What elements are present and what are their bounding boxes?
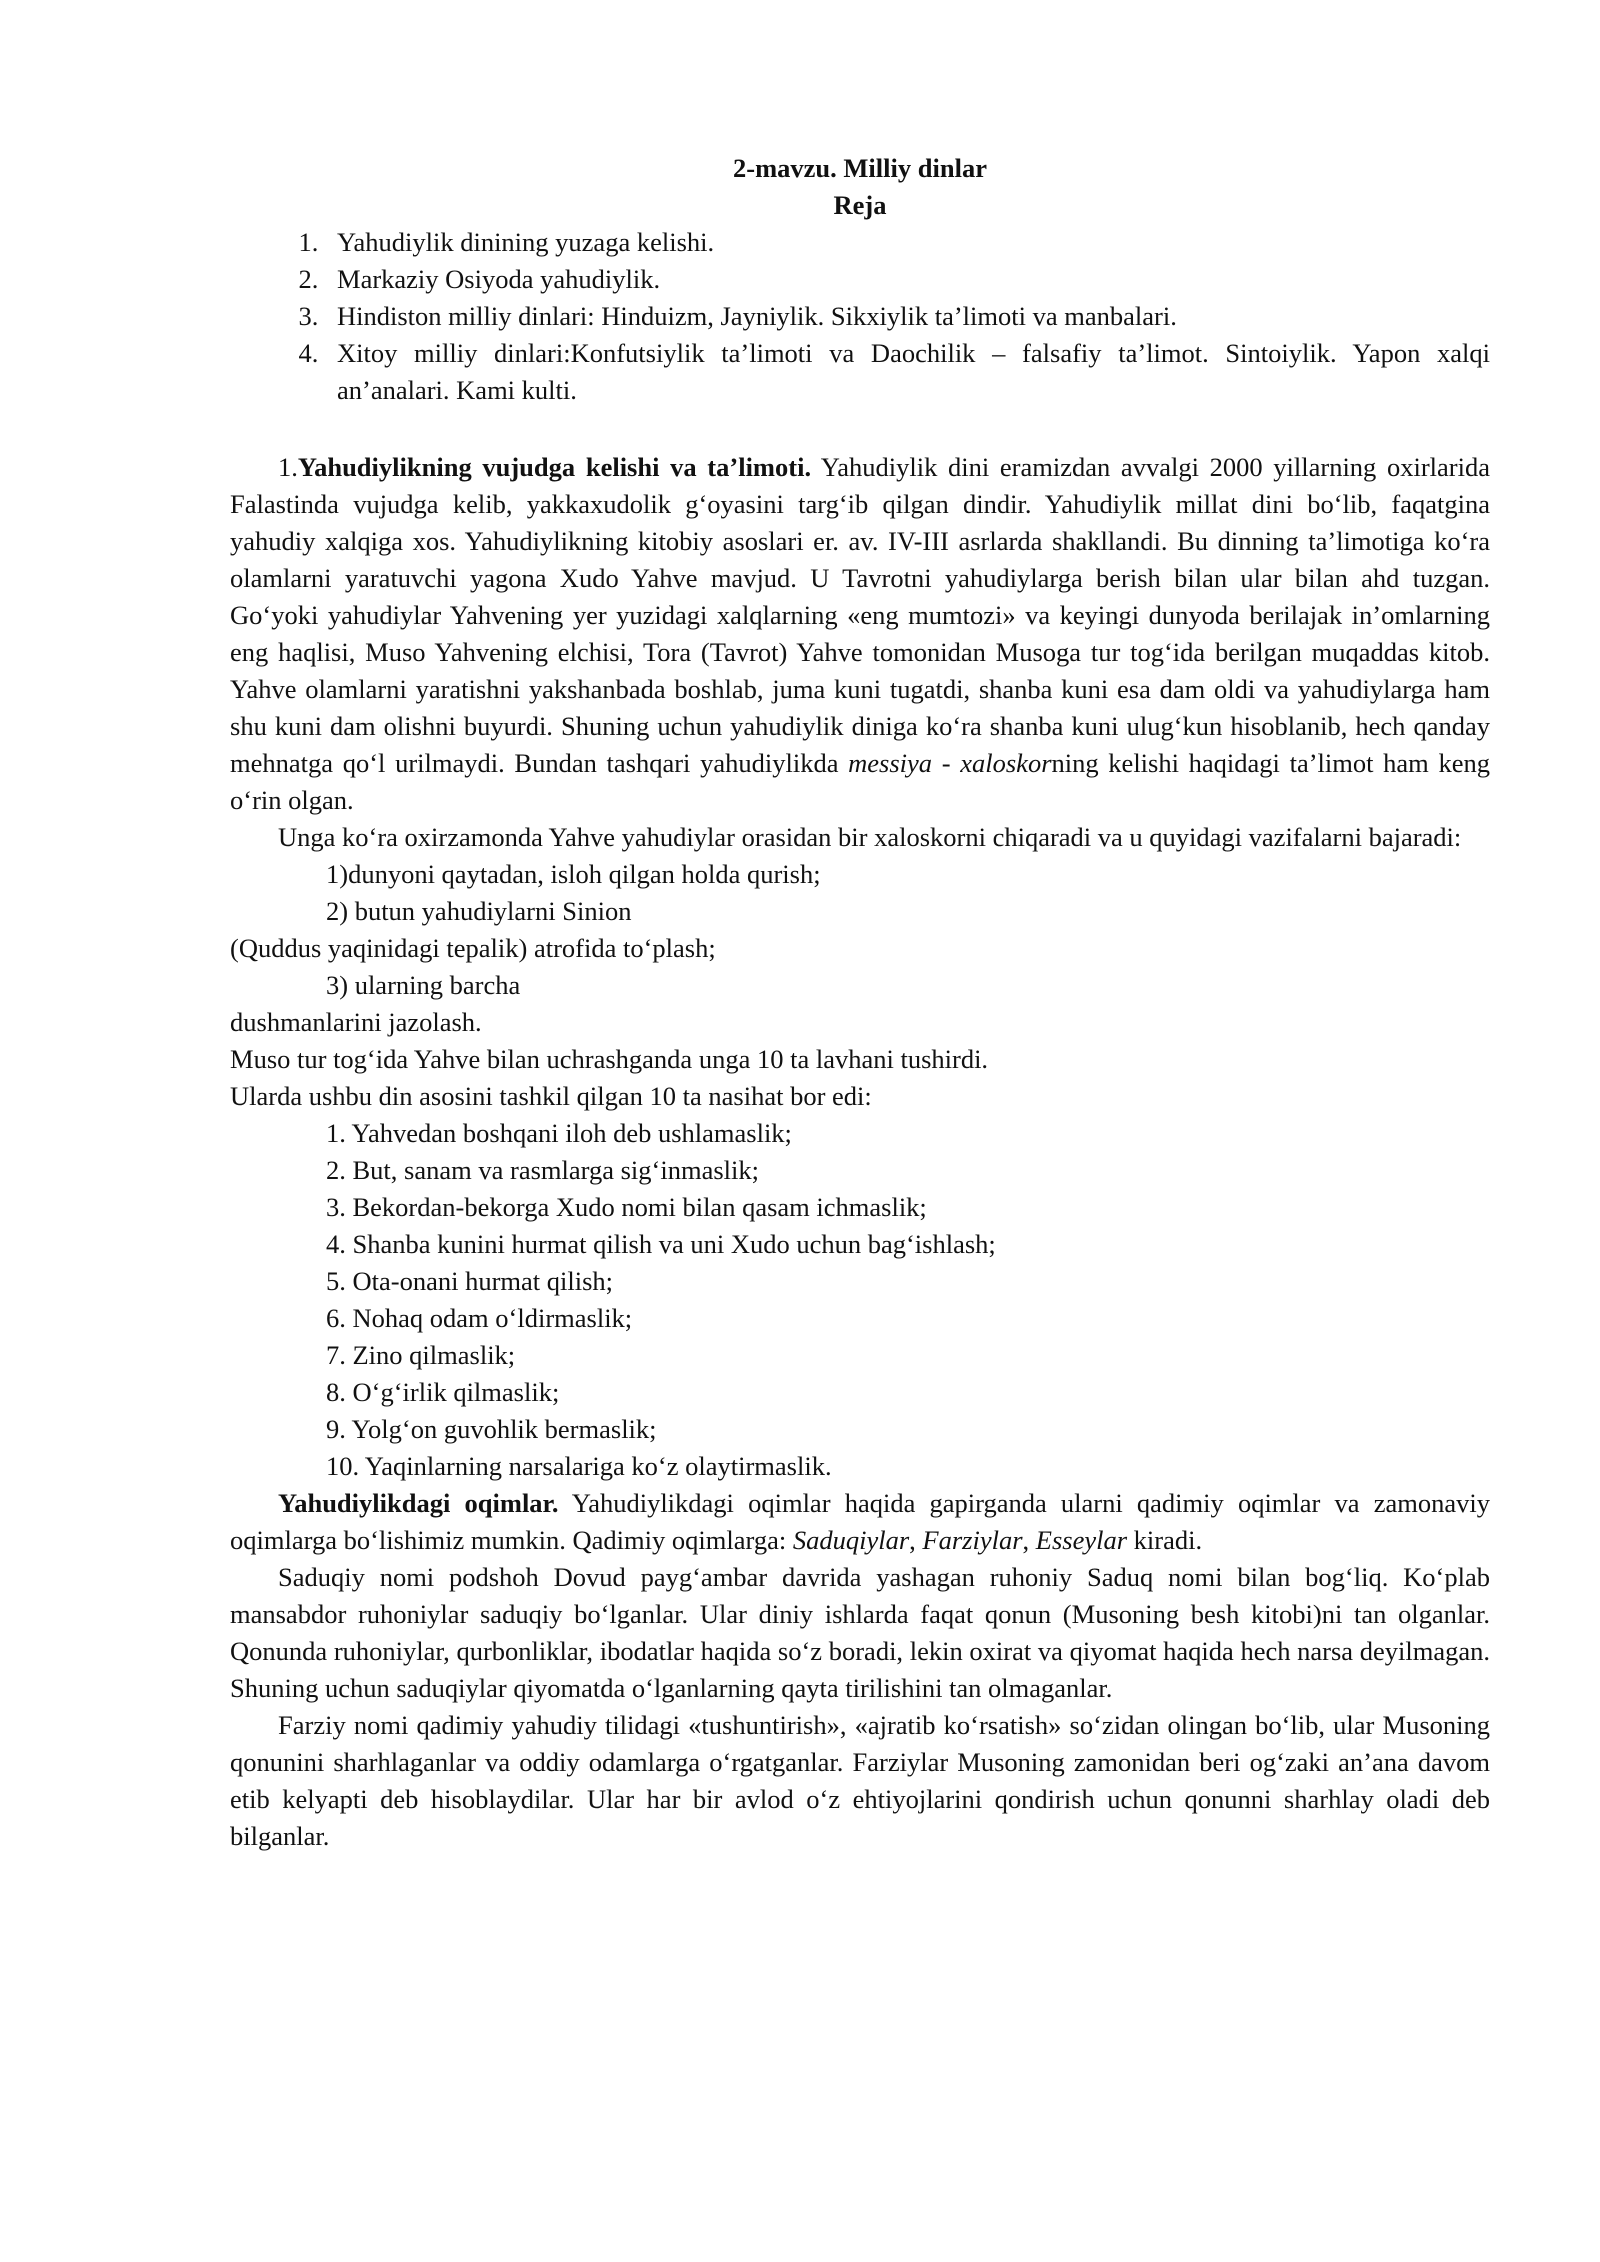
spacer xyxy=(230,409,1490,449)
commandment-item: 8. O‘g‘irlik qilmaslik; xyxy=(326,1377,560,1407)
section1-number: 1. xyxy=(278,452,298,482)
sects-paragraph xyxy=(230,1485,1490,1559)
section1-text: Yahudiylik dini eramizdan avvalgi 2000 yillarning oxirlarida Falastinda vujudga kelib, yakkaxudolik g‘oyasini targ‘ib qilgan dindir. Yahudiylik millat dini bo‘lib, faqatgina yahudiy xalqiga xos. Yahudiylikning kitobiy asoslari er. av. IV-III asrlarda shakllandi. Bu dinning ta’limotiga ko‘ra olamlarni yaratuvchi yagona Xudo Yahve mavjud. U Tavrotni yahudiylarga berish bilan ular bilan ahd tuzgan. Go‘yoki yahudiylar Yahvening yer yuzidagi xalqlarning «eng mumtozi» va keyingi dunyoda berilajak in’omlarning eng haqlisi, Muso Yahvening elchisi, Tora (Tavrot) Yahve tomonidan Musoga tur tog‘ida berilgan muqaddas kitob. Yahve olamlarni yaratishni yakshanbada boshlab, juma kuni tugatdi, shanba kuni esa dam oldi va yahudiylarga ham shu kuni dam olishni buyurdi. Shuning uchun yahudiylik diniga ko‘ra shanba kuni ulug‘kun hisoblanib, hech qanday mehnatga qo‘l urilmaydi. Bundan tashqari yahudiylikda xyxy=(230,452,1490,778)
plan-heading: Reja xyxy=(833,190,887,220)
commandment-item: 2. But, sanam va rasmlarga sig‘inmaslik; xyxy=(326,1155,760,1185)
commandment-item: 6. Nohaq odam o‘ldirmaslik; xyxy=(326,1303,633,1333)
plan-item: 2. Markaziy Osiyoda yahudiylik. xyxy=(325,261,1490,298)
commandment-item: 9. Yolg‘on guvohlik bermaslik; xyxy=(326,1414,657,1444)
plan-item: 1. Yahudiylik dinining yuzaga kelishi. xyxy=(325,224,1490,261)
sects-intro: Yahudiylikdagi oqimlar haqida gapirganda ularni qadimiy oqimlar va zamonaviy oqimlarga bo‘lishimiz mumkin. Qadimiy oqimlarga: xyxy=(230,1488,1490,1555)
section1-heading: Yahudiylikning vujudga kelishi va ta’limoti. xyxy=(297,452,812,482)
separator: , xyxy=(1022,1525,1036,1555)
plan-list xyxy=(230,224,1490,409)
task-item: 1)dunyoni qaytadan, isloh qilgan holda qurish; xyxy=(326,859,821,889)
sects-heading: Yahudiylikdagi oqimlar. xyxy=(278,1488,559,1518)
separator: , xyxy=(909,1525,923,1555)
sects-tail: kiradi. xyxy=(1127,1525,1203,1555)
messiya-term: messiya - xaloskor xyxy=(848,748,1052,778)
xaloskor-paragraph: Unga ko‘ra oxirzamonda Yahve yahudiylar orasidan bir xaloskorni chiqaradi va u quyidagi vazifalarni bajaradi: xyxy=(278,822,1462,852)
farziy-paragraph: Farziy nomi qadimiy yahudiy tilidagi «tushuntirish», «ajratib ko‘rsatish» so‘zidan olingan bo‘lib, ular Musoning qonunini sharhlaganlar va oddiy odamlarga o‘rgatganlar. Farziylar Musoning zamonidan beri og‘zaki an’ana davom etib kelyapti deb hisoblaydilar. Ular har bir avlod o‘z ehtiyojlarini qondirish uchun qonunni sharhlay oladi deb bilganlar. xyxy=(230,1710,1490,1851)
section1-paragraph xyxy=(230,449,1490,819)
commandment-item: 7. Zino qilmaslik; xyxy=(326,1340,516,1370)
saduqiy-paragraph: Saduqiy nomi podshoh Dovud payg‘ambar davrida yashagan ruhoniy Saduq nomi bilan bog‘liq. Ko‘plab mansabdor ruhoniylar saduqiy bo‘lganlar. Ular diniy ishlarda faqat qonun (Musoning besh kitobi)ni tan olganlar. Qonunda ruhoniylar, qurbonliklar, ibodatlar haqida so‘z boradi, lekin oxirat va qiyomat haqida hech narsa deyilmagan. Shuning uchun saduqiylar qiyomatda o‘lganlarning qayta tirilishini tan olmaganlar. xyxy=(230,1562,1490,1703)
sect-name: Farziylar xyxy=(922,1525,1023,1555)
plan-item: 3. Hindiston milliy dinlari: Hinduizm, Jayniylik. Sikxiylik ta’limoti va manbalari. xyxy=(325,298,1490,335)
section1-tail: ning kelishi haqidagi ta’limot ham keng o‘rin olgan. xyxy=(230,748,1490,815)
commandment-item: 10. Yaqinlarning narsalariga ko‘z olaytirmaslik. xyxy=(326,1451,832,1481)
commandment-item: 5. Ota-onani hurmat qilish; xyxy=(326,1266,614,1296)
commandment-item: 4. Shanba kunini hurmat qilish va uni Xudo uchun bag‘ishlash; xyxy=(326,1229,996,1259)
sect-name: Saduqiylar xyxy=(792,1525,910,1555)
task-item: 3) ularning barcha xyxy=(326,970,521,1000)
commandment-item: 3. Bekordan-bekorga Xudo nomi bilan qasam ichmaslik; xyxy=(326,1192,927,1222)
sect-name: Esseylar xyxy=(1035,1525,1128,1555)
page-title: 2-mavzu. Milliy dinlar xyxy=(733,153,987,183)
ularda-line: Ularda ushbu din asosini tashkil qilgan 10 ta nasihat bor edi: xyxy=(230,1081,872,1111)
muso-line: Muso tur tog‘ida Yahve bilan uchrashganda unga 10 ta lavhani tushirdi. xyxy=(230,1044,989,1074)
plan-item: 4. Xitoy milliy dinlari:Konfutsiylik ta’limoti va Daochilik – falsafiy ta’limot. Sintoiylik. Yapon xalqi an’analari. Kami kulti. xyxy=(325,335,1490,409)
document-body xyxy=(230,150,1490,1855)
commandments-list xyxy=(230,1115,1490,1485)
task-item-continuation: (Quddus yaqinidagi tepalik) atrofida to‘plash; xyxy=(230,933,716,963)
commandment-item: 1. Yahvedan boshqani iloh deb ushlamaslik; xyxy=(326,1118,792,1148)
task-item-continuation: dushmanlarini jazolash. xyxy=(230,1007,482,1037)
task-item: 2) butun yahudiylarni Sinion xyxy=(326,896,632,926)
